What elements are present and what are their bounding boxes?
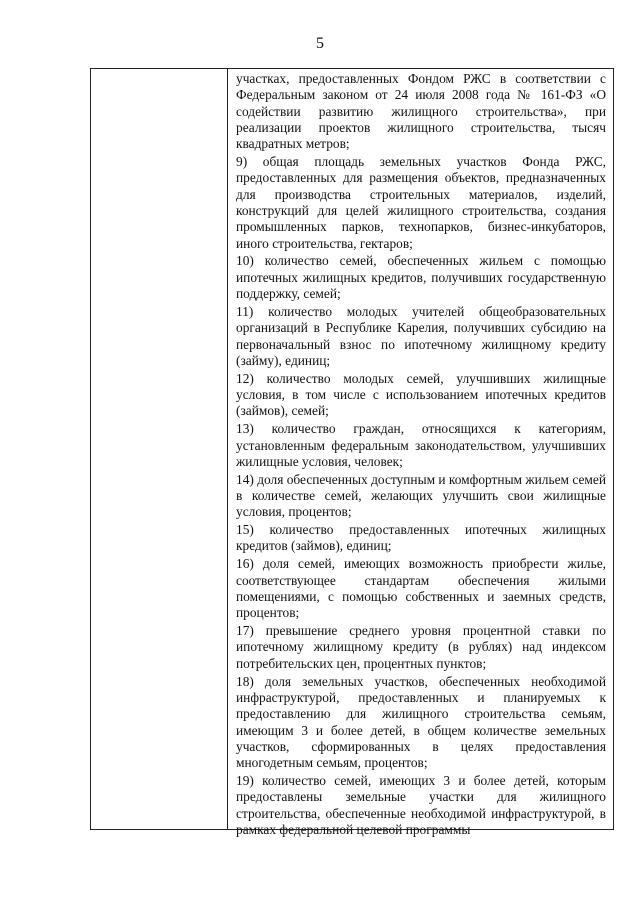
table-left-cell xyxy=(91,69,228,829)
list-item: 15) количество предоставленных ипотечных жилищных кредитов (займов), единиц; xyxy=(236,522,606,554)
page-number: 5 xyxy=(316,35,324,52)
list-item: 14) доля обеспеченных доступным и комфортным жильем семей в количестве семей, желающих улучшить свои жилищные условия, процентов; xyxy=(236,471,606,520)
list-item: 11) количество молодых учителей общеобразовательных организаций в Республике Карелия, получивших субсидию на первоначальный взнос по ипотечному жилищному кредиту (займу), единиц; xyxy=(236,303,606,368)
list-item: 10) количество семей, обеспеченных жильем с помощью ипотечных жилищных кредитов, получивших государственную поддержку, семей; xyxy=(236,253,606,302)
list-item: 17) превышение среднего уровня процентной ставки по ипотечному жилищному кредиту (в рублях) над индексом потребительских цен, процентных пунктов; xyxy=(236,623,606,671)
list-item: 18) доля земельных участков, обеспеченных необходимой инфраструктурой, предоставленных и планируемых к предоставлению для жилищного строительства семьям, имеющим 3 и более детей, в общем количестве земельных участков, сформированных в целях предоставления многодетным семьям, процентов; xyxy=(236,673,606,771)
list-item: участках, предоставленных Фондом РЖС в соответствии с Федеральным законом от 24 июля 2008 года № 161-ФЗ «О содействии развитию жилищного строительства», при реализации проектов жилищного строительства, тысяч квадратных метров; xyxy=(236,71,606,152)
document-table xyxy=(90,68,614,837)
table-right-cell xyxy=(228,69,613,837)
list-item: 13) количество граждан, относящихся к категориям, установленным федеральным законодательством, улучшивших жилищные условия, человек; xyxy=(236,421,606,469)
list-item: 9) общая площадь земельных участков Фонда РЖС, предоставленных для размещения объектов, предназначенных для производства строительных материалов, изделий, конструкций для целей жилищного строительства, создания промышленных парков, технопарков, бизнес-инкубаторов, иного строительства, гектаров; xyxy=(236,154,606,251)
list-item: 16) доля семей, имеющих возможность приобрести жилье, соответствующее стандартам обеспечения жилыми помещениями, с помощью собственных и заемных средств, процентов; xyxy=(236,556,606,621)
list-item: 12) количество молодых семей, улучшивших жилищные условия, в том числе с использованием ипотечных кредитов (займов), семей; xyxy=(236,370,606,419)
list-item: 19) количество семей, имеющих 3 и более детей, которым предоставлены земельные участки для жилищного строительства, обеспеченные необходимой инфраструктурой, в рамках федеральной целевой программы xyxy=(236,773,606,837)
